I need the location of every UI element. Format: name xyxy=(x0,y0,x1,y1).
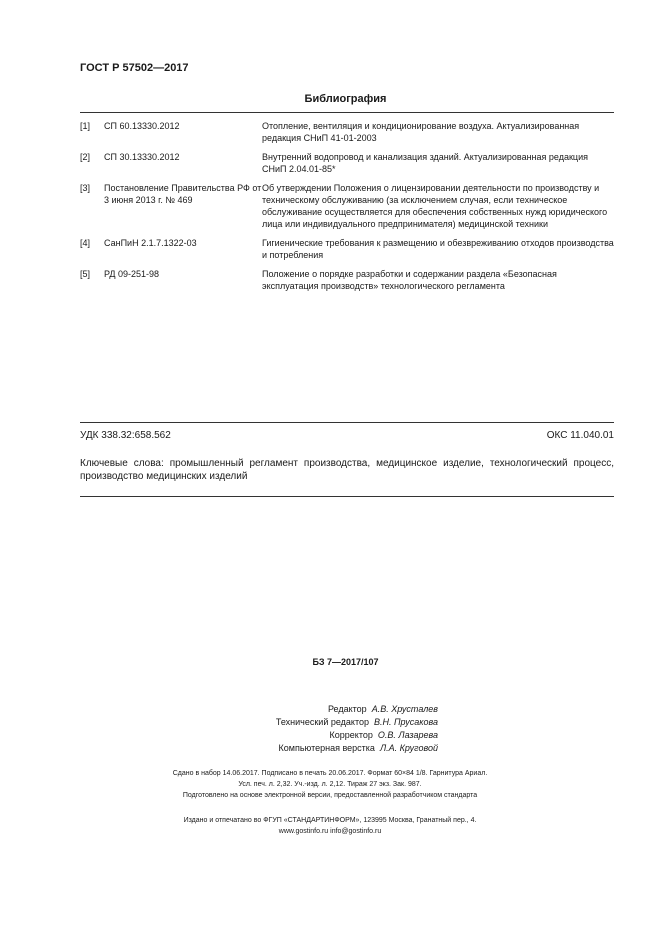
bibliography-table xyxy=(80,112,614,292)
bibliography-row xyxy=(80,237,614,261)
entry-description: Об утверждении Положения о лицензировании деятельности по производству и техническому обслуживанию (за исключением случая, если техническое обслуживание осуществляется для обеспечения собственных нужд юридического лица или индивидуального предпринимателя) медицинской техники xyxy=(262,183,608,229)
credit-line xyxy=(200,703,438,716)
entry-code: РД 09-251-98 xyxy=(104,269,160,279)
publisher-line: Издано и отпечатано во ФГУП «СТАНДАРТИНФОРМ», 123995 Москва, Гранатный пер., 4. xyxy=(183,817,477,824)
credit-name: А.В. Хрусталев xyxy=(371,704,438,714)
credit-name: В.Н. Прусакова xyxy=(374,717,438,727)
credit-role: Компьютерная верстка xyxy=(278,743,375,753)
entry-number: [5] xyxy=(80,269,91,279)
bibliography-row xyxy=(80,268,614,292)
credit-role: Корректор xyxy=(329,730,373,740)
imprint-block xyxy=(60,768,600,801)
publisher-block xyxy=(60,815,600,837)
bibliography-row xyxy=(80,182,614,230)
oks-code: ОКС 11.040.01 xyxy=(546,430,614,441)
entry-description: Гигиенические требования к размещению и обезвреживанию отходов производства и потребления xyxy=(262,238,614,260)
entry-code: СП 60.13330.2012 xyxy=(104,121,180,131)
credit-role: Технический редактор xyxy=(275,717,369,727)
bz-number: БЗ 7—2017/107 xyxy=(312,657,379,667)
imprint-line: Подготовлено на основе электронной версии, предоставленной разработчиком стандарта xyxy=(182,792,478,799)
entry-description: Отопление, вентиляция и кондиционирование воздуха. Актуализированная редакция СНиП 41-01-2003 xyxy=(262,121,580,143)
credits-block xyxy=(200,703,438,755)
keywords: Ключевые слова: промышленный регламент производства, медицинское изделие, технологический процесс, производство медицинских изделий xyxy=(80,458,614,482)
bibliography-row xyxy=(80,120,614,144)
imprint-line: Усл. печ. л. 2,32. Уч.-изд. л. 2,12. Тираж 27 экз. Зак. 987. xyxy=(238,781,422,788)
bibliography-title: Библиография xyxy=(304,93,387,105)
entry-code: СП 30.13330.2012 xyxy=(104,152,180,162)
imprint-line: Сдано в набор 14.06.2017. Подписано в печать 20.06.2017. Формат 60×84 1/8. Гарнитура Ариал. xyxy=(172,770,488,777)
divider xyxy=(80,422,614,423)
publisher-contacts: www.gostinfo.ru info@gostinfo.ru xyxy=(278,828,382,835)
entry-code: СанПиН 2.1.7.1322-03 xyxy=(104,238,197,248)
udk-code: УДК 338.32:658.562 xyxy=(80,430,171,441)
entry-description: Положение о порядке разработки и содержании раздела «Безопасная эксплуатация производств» технологического регламента xyxy=(262,269,557,291)
entry-number: [2] xyxy=(80,152,91,162)
entry-description: Внутренний водопровод и канализация зданий. Актуализированная редакция СНиП 2.04.01-85* xyxy=(262,152,588,174)
credit-name: О.В. Лазарева xyxy=(377,730,438,740)
divider xyxy=(80,496,614,497)
credit-line xyxy=(200,729,438,742)
credit-line xyxy=(200,742,438,755)
entry-code: Постановление Правительства РФ от 3 июня 2013 г. № 469 xyxy=(104,183,262,205)
credit-role: Редактор xyxy=(327,704,367,714)
credit-line xyxy=(200,716,438,729)
entry-number: [1] xyxy=(80,121,91,131)
credit-name: Л.А. Круговой xyxy=(379,743,438,753)
standard-header: ГОСТ Р 57502—2017 xyxy=(80,62,189,74)
entry-number: [3] xyxy=(80,183,91,193)
entry-number: [4] xyxy=(80,238,91,248)
bibliography-row xyxy=(80,151,614,175)
